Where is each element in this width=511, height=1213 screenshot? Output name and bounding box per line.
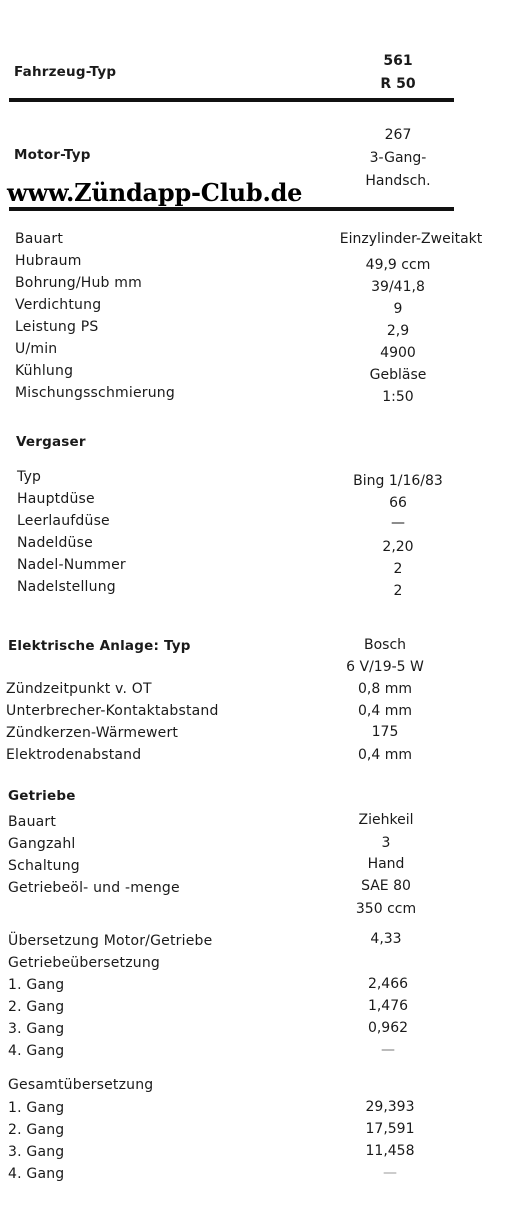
gang-label: 3. Gang [8, 1144, 65, 1160]
uebersetzung-motor-label: Übersetzung Motor/Getriebe [8, 933, 213, 949]
spec-label: Nadel-Nummer [17, 557, 126, 573]
spec-label: Hauptdüse [17, 491, 95, 507]
spec-label: Nadelstellung [17, 579, 116, 595]
gang-value: 11,458 [365, 1143, 415, 1159]
oil-amount-value: 350 ccm [355, 901, 417, 917]
spec-value: 49,9 ccm [365, 257, 431, 273]
spec-value: — [391, 515, 405, 531]
getriebe-heading: Getriebe [8, 788, 76, 804]
spec-label: Bauart [8, 814, 57, 830]
spec-label: Leerlaufdüse [17, 513, 110, 529]
spec-value: 0,4 mm [358, 703, 412, 719]
spec-label: Leistung PS [15, 319, 99, 335]
header-divider-top [9, 98, 454, 102]
watermark-url: www.Zündapp-Club.de [7, 178, 303, 207]
spec-label: Zündzeitpunkt v. OT [6, 681, 152, 697]
spec-label: Gangzahl [8, 836, 76, 852]
gang-value: 1,476 [367, 998, 409, 1014]
spec-value: 2 [393, 583, 403, 599]
elektrik-value-2: 6 V/19-5 W [346, 659, 424, 675]
spec-label: Verdichtung [15, 297, 102, 313]
gesamtuebersetzung-label: Gesamtübersetzung [8, 1077, 154, 1093]
motor-typ-label: Motor-Typ [14, 147, 91, 163]
gang-label: 1. Gang [8, 977, 65, 993]
spec-value: 2,20 [382, 539, 414, 555]
getriebeuebersetzung-label: Getriebeübersetzung [8, 955, 161, 971]
spec-value: 39/41,8 [371, 279, 425, 295]
fahrzeug-typ-label: Fahrzeug-Typ [14, 64, 117, 80]
spec-value: Einzylinder-Zweitakt [339, 231, 483, 247]
spec-value: 0,8 mm [358, 681, 412, 697]
motor-typ-value-1: 267 [384, 127, 412, 143]
spec-value: Hand [367, 856, 405, 872]
vergaser-heading: Vergaser [16, 434, 86, 450]
gang-label: 4. Gang [8, 1043, 65, 1059]
fahrzeug-typ-value-2: R 50 [380, 76, 416, 92]
spec-label: Mischungsschmierung [15, 385, 175, 401]
spec-label: Unterbrecher-Kontaktabstand [6, 703, 219, 719]
gang-value: 29,393 [365, 1099, 415, 1115]
spec-value: 4900 [380, 345, 416, 361]
motor-typ-value-2: 3-Gang- [369, 150, 427, 166]
header-divider-bottom [9, 207, 454, 211]
gang-value: — [383, 1165, 397, 1181]
elektrik-value-1: Bosch [363, 637, 407, 653]
spec-value: 66 [389, 495, 407, 511]
spec-label: U/min [15, 341, 58, 357]
spec-value: 2,9 [386, 323, 410, 339]
gang-label: 1. Gang [8, 1100, 65, 1116]
gang-value: 17,591 [365, 1121, 415, 1137]
spec-value: Bing 1/16/83 [353, 473, 443, 489]
gang-value: 2,466 [367, 976, 409, 992]
spec-label: Zündkerzen-Wärmewert [6, 725, 179, 741]
spec-label: Elektrodenabstand [6, 747, 142, 763]
spec-value: 1:50 [382, 389, 414, 405]
spec-label: Hubraum [15, 253, 82, 269]
elektrik-heading: Elektrische Anlage: Typ [8, 638, 191, 654]
spec-value: 2 [393, 561, 403, 577]
spec-value: Gebläse [369, 367, 427, 383]
spec-value: 3 [381, 835, 391, 851]
spec-value: Ziehkeil [358, 812, 414, 828]
spec-label: Bauart [15, 231, 64, 247]
spec-label: Typ [17, 469, 42, 485]
motor-typ-value-3: Handsch. [365, 173, 431, 189]
gang-value: 0,962 [367, 1020, 409, 1036]
gang-label: 2. Gang [8, 999, 65, 1015]
spec-value: 9 [393, 301, 403, 317]
spec-value: 175 [371, 724, 399, 740]
spec-label: Schaltung [8, 858, 80, 874]
gang-label: 3. Gang [8, 1021, 65, 1037]
uebersetzung-motor-value: 4,33 [370, 931, 402, 947]
gang-label: 4. Gang [8, 1166, 65, 1182]
spec-value: 0,4 mm [358, 747, 412, 763]
spec-label: Getriebeöl- und -menge [8, 880, 180, 896]
spec-label: Nadeldüse [17, 535, 93, 551]
spec-label: Kühlung [15, 363, 74, 379]
gang-value: — [381, 1042, 395, 1058]
fahrzeug-typ-value-1: 561 [383, 53, 413, 69]
spec-label: Bohrung/Hub mm [15, 275, 142, 291]
gang-label: 2. Gang [8, 1122, 65, 1138]
spec-value: SAE 80 [361, 878, 411, 894]
